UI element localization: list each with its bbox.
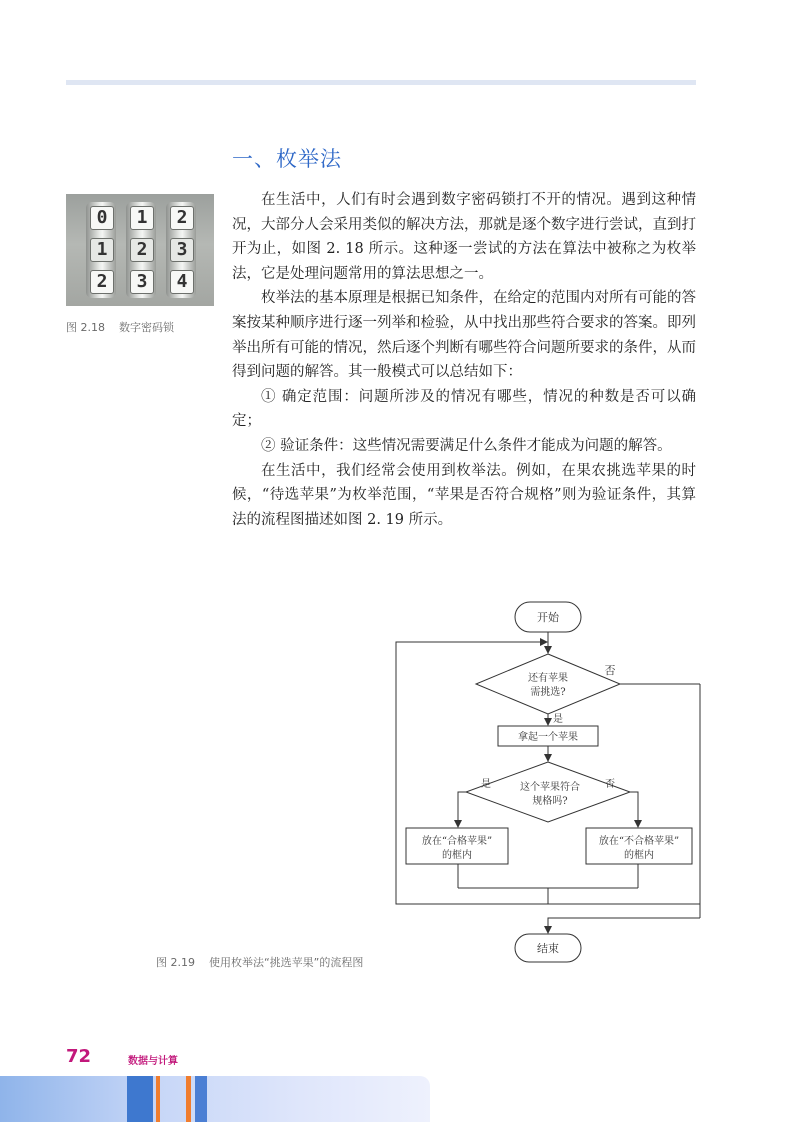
no-label: 否	[605, 779, 615, 790]
decision1-text: 还有苹果	[528, 673, 568, 684]
unqualified-box-text: 放在“不合格苹果”	[598, 836, 680, 847]
footer-stripe	[195, 1076, 207, 1122]
lock-wheel	[126, 202, 156, 298]
paragraph: 在生活中，我们经常会使用到枚举法。例如，在果农挑选苹果的时候，“待选苹果”为枚举范围，“苹果是否符合规格”则为验证条件，其算法的流程图描述如图 2. 19 所示。	[232, 462, 696, 528]
no-label: 否	[604, 664, 616, 677]
lock-digit: 2	[130, 238, 154, 262]
footer-stripe	[127, 1076, 153, 1122]
paragraph: ② 验证条件：这些情况需要满足什么条件才能成为问题的解答。	[261, 437, 672, 454]
paragraph: 枚举法的基本原理是根据已知条件，在给定的范围内对所有可能的答案按某种顺序进行逐一列举和检验，从中找出那些符合要求的答案。即列举出所有可能的情况，然后逐个判断有哪些符合问题所要求的条件，从而得到问题的解答。其一般模式可以总结如下：	[232, 290, 696, 381]
figure-caption-lock: 图 2.18 数字密码锁	[66, 321, 174, 334]
combination-lock-photo	[66, 194, 214, 306]
decision2-text: 这个苹果符合	[520, 782, 580, 793]
start-label: 开始	[537, 611, 559, 624]
unqualified-box-text: 的框内	[624, 850, 654, 861]
paragraph: 在生活中，人们有时会遇到数字密码锁打不开的情况。遇到这种情况，大部分人会采用类似的解决方法，那就是逐个数字进行尝试，直到打开为止，如图 2. 18 所示。这种逐一尝试的方法在算法中被称之为枚举法，它是处理问题常用的算法思想之一。	[232, 192, 696, 282]
footer-stripe	[186, 1076, 191, 1122]
decision2-text: 规格吗?	[532, 796, 568, 807]
page-number: 72	[66, 1046, 92, 1067]
lock-digit: 1	[130, 206, 154, 230]
lock-digit: 4	[170, 270, 194, 294]
lock-digit: 3	[170, 238, 194, 262]
section-title: 一、枚举法	[232, 147, 342, 171]
lock-digit: 3	[130, 270, 154, 294]
footer-stripe	[156, 1076, 160, 1122]
book-title: 数据与计算	[128, 1056, 178, 1067]
lock-digit: 2	[170, 206, 194, 230]
paragraph: ① 确定范围：问题所涉及的情况有哪些，情况的种数是否可以确定；	[232, 388, 696, 430]
qualified-box-text: 放在“合格苹果”	[421, 836, 493, 847]
yes-label: 是	[553, 714, 563, 725]
decision1-text: 需挑选?	[530, 687, 566, 698]
footer-band	[0, 1076, 430, 1122]
lock-digit: 2	[90, 270, 114, 294]
decision-remaining-apples	[476, 654, 620, 714]
lock-digit: 0	[90, 206, 114, 230]
end-label: 结束	[537, 942, 559, 955]
lock-wheel	[86, 202, 116, 298]
lock-wheel	[166, 202, 196, 298]
lock-digit: 1	[90, 238, 114, 262]
figure-caption-flowchart: 图 2.19 使用枚举法“挑选苹果”的流程图	[156, 956, 364, 969]
process-text: 拿起一个苹果	[518, 732, 578, 743]
yes-label: 是	[481, 779, 491, 790]
qualified-box-text: 的框内	[442, 850, 472, 861]
header-rule	[66, 80, 696, 85]
flowchart	[392, 598, 702, 968]
body-text	[232, 188, 696, 532]
